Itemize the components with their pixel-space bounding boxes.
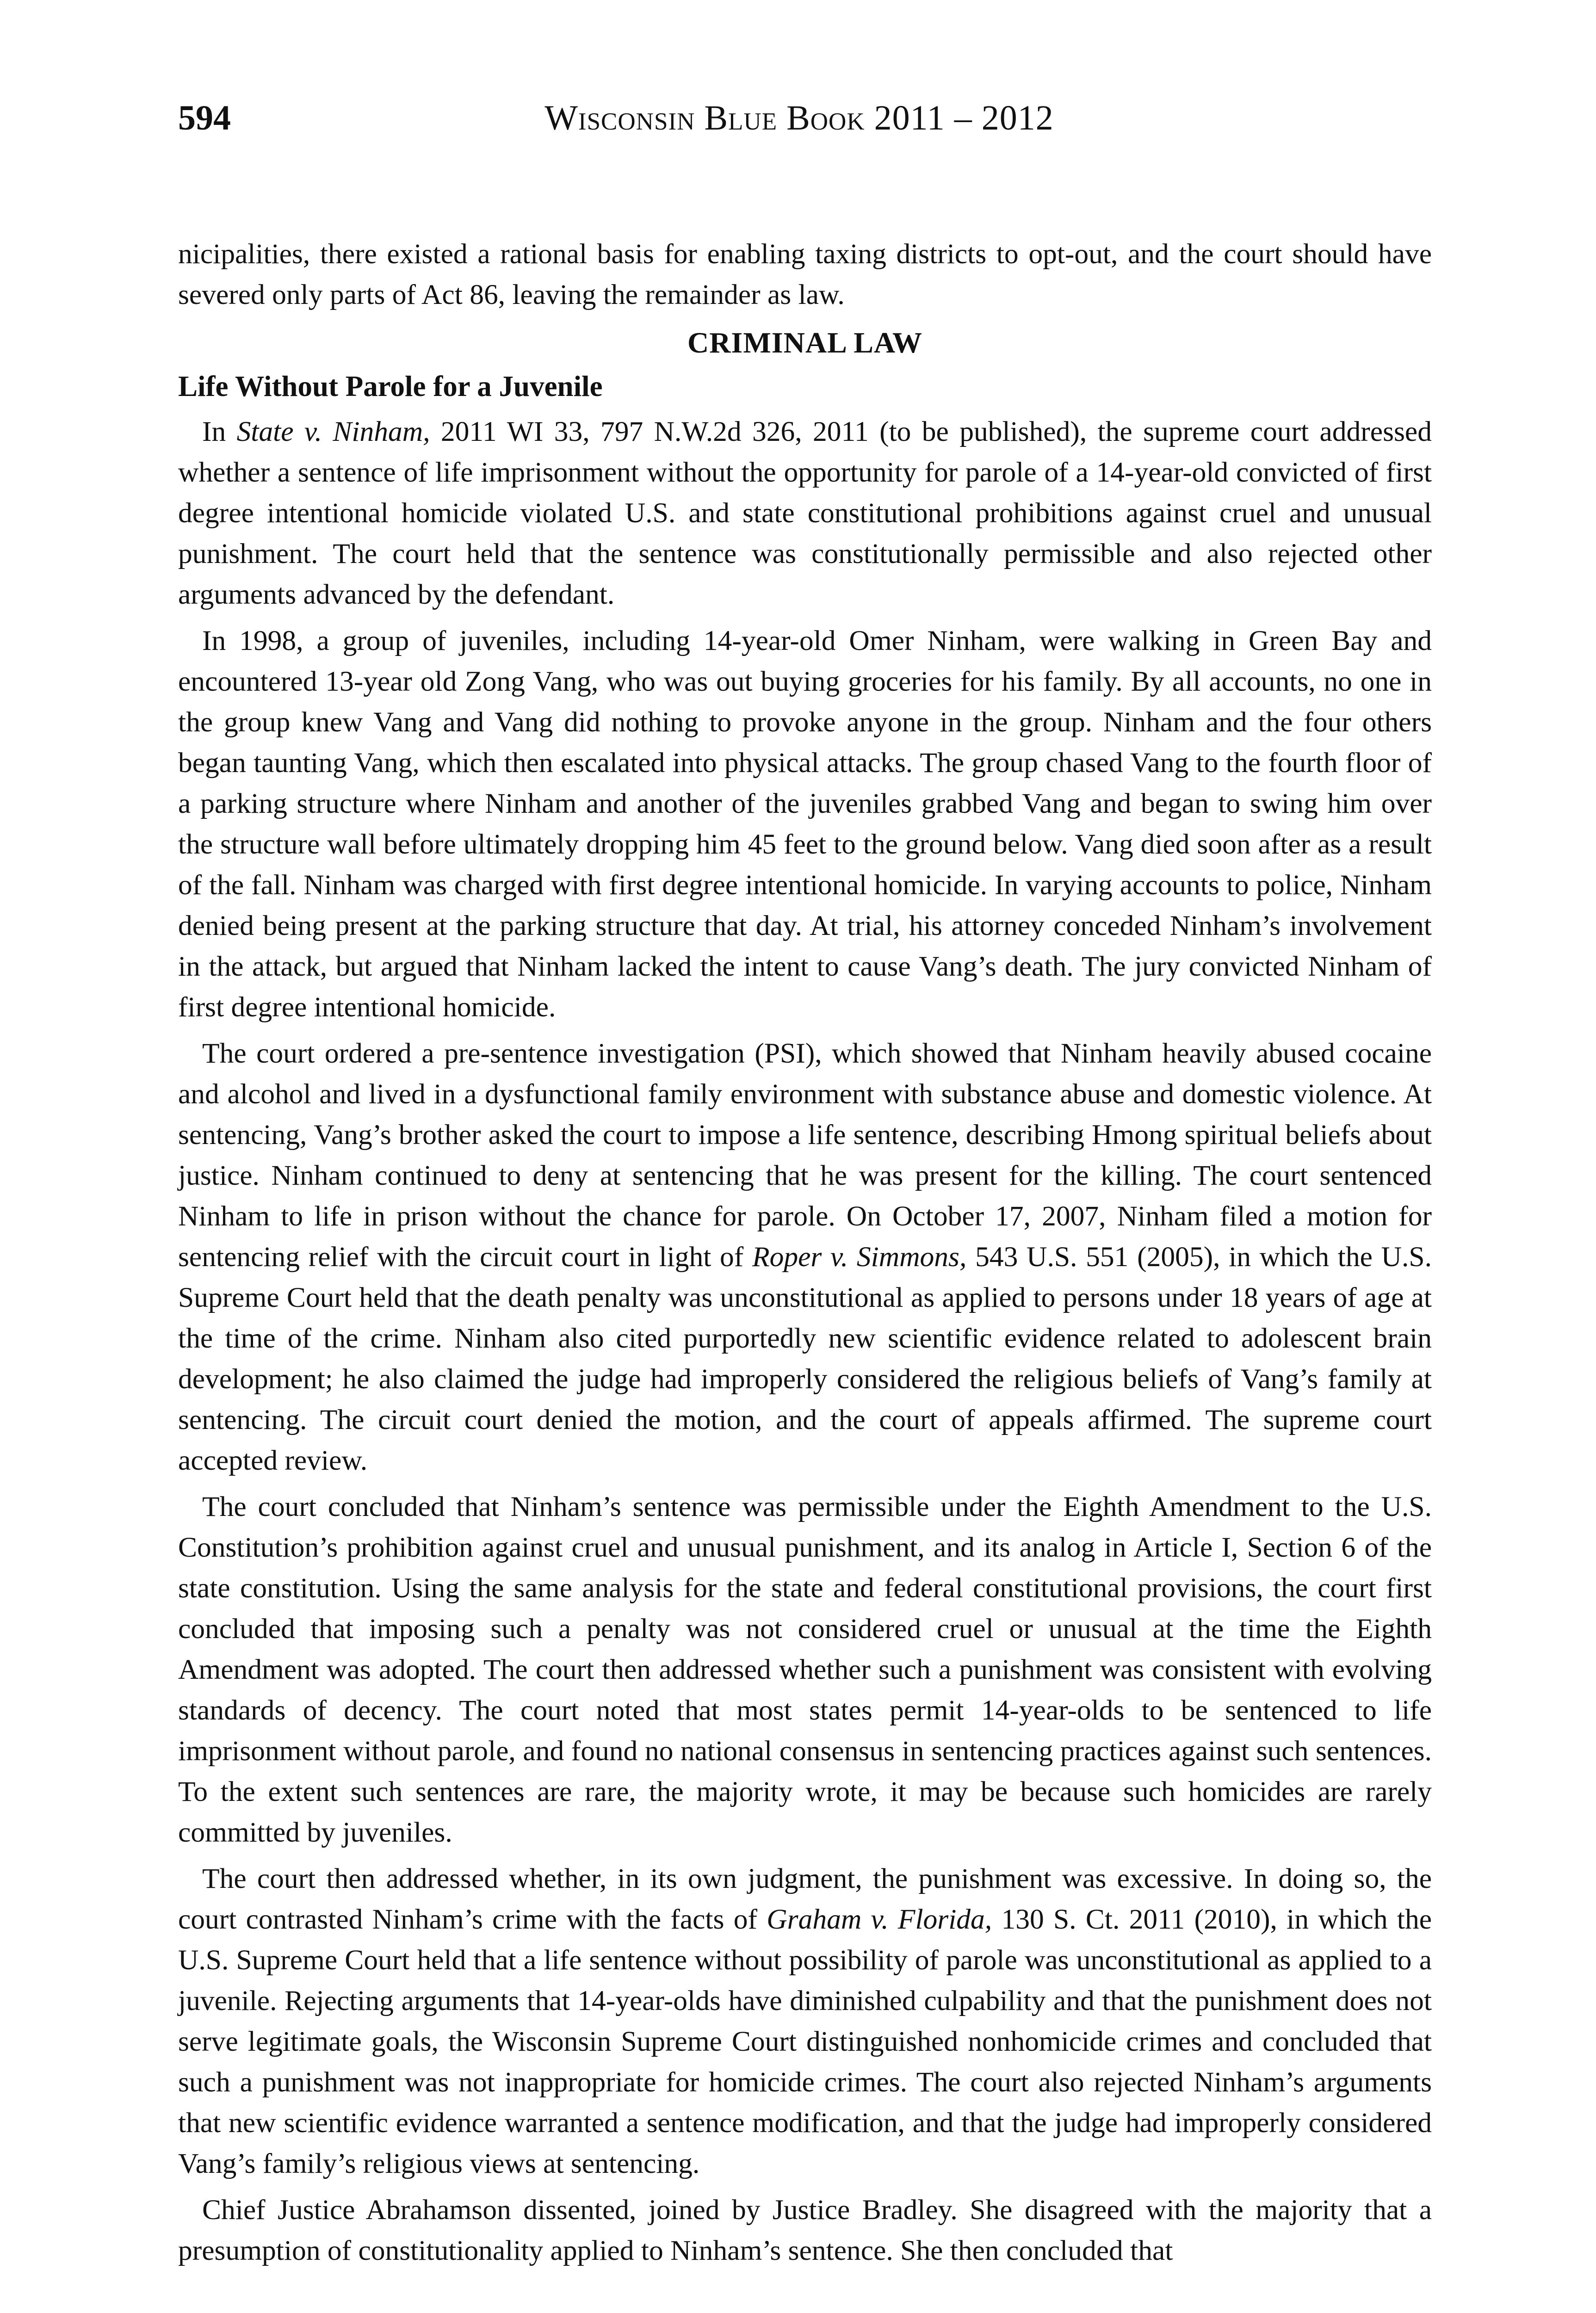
- case-name-roper-v-simmons: Roper v. Simmons,: [752, 1241, 967, 1273]
- page-header: [178, 95, 1420, 146]
- paragraph-text: The court ordered a pre-sentence investigation (PSI), which showed that Ninham heavily abused cocaine and alcohol and lived in a dysfunctional family environment with substance abuse and domestic violence. At sentencing, Vang’s brother asked the court to impose a life sentence, describing Hmong spiritual beliefs about justice. Ninham continued to deny at sentencing that he was present for the killing. The court sentenced Ninham to life in prison without the chance for parole. On October 17, 2007, Ninham filed a motion for sentencing relief with the circuit court in light of: [178, 1038, 1432, 1273]
- running-head: Wisconsin Blue Book 2011 – 2012: [544, 99, 1054, 137]
- paragraph-judgment: [178, 1858, 1432, 2184]
- paragraph-case-summary: [178, 411, 1432, 615]
- paragraph-dissent: Chief Justice Abrahamson dissented, joined by Justice Bradley. She disagreed with the majority that a presumption of constitutionality applied to Ninham’s sentence. She then concluded that: [178, 2194, 1432, 2266]
- paragraph-sentencing: [178, 1033, 1432, 1481]
- case-name-graham-v-florida: Graham v. Florida,: [767, 1904, 992, 1935]
- case-name-state-v-ninham: State v. Ninham,: [236, 416, 430, 447]
- subsection-title: Life Without Parole for a Juvenile: [178, 370, 603, 402]
- body-text: [178, 234, 1432, 2276]
- section-title: CRIMINAL LAW: [687, 326, 923, 359]
- paragraph-text: 2011 WI 33, 797 N.W.2d 326, 2011 (to be published), the supreme court addressed whether a sentence of life imprisonment without the opportunity for parole of a 14-year-old convicted of first degree intentional homicide violated U.S. and state constitutional prohibitions against cruel and unusual punishment. The court held that the sentence was constitutionally permissible and also rejected other arguments advanced by the defendant.: [178, 416, 1432, 610]
- paragraph-prefix: In: [202, 416, 237, 447]
- paragraph-eighth-amendment: The court concluded that Ninham’s sentence was permissible under the Eighth Amendment to the U.S. Constitution’s prohibition against cruel and unusual punishment, and its analog in Article I, Section 6 of the state constitution. Using the same analysis for the state and federal constitutional provisions, the court first concluded that imposing such a penalty was not considered cruel or unusual at the time the Eighth Amendment was adopted. The court then addressed whether such a punishment was consistent with evolving standards of decency. The court noted that most states permit 14-year-olds to be sentenced to life imprisonment without parole, and found no national consensus in sentencing practices against such sentences. To the extent such sentences are rare, the majority wrote, it may be because such homicides are rarely committed by juveniles.: [178, 1491, 1432, 1848]
- page-number: 594: [178, 99, 231, 137]
- paragraph-text: 543 U.S. 551 (2005), in which the U.S. Supreme Court held that the death penalty was unconstitutional as applied to persons under 18 years of age at the time of the crime. Ninham also cited purportedly new scientific evidence related to adolescent brain development; he also claimed the judge had improperly considered the religious beliefs of Vang’s family at sentencing. The circuit court denied the motion, and the court of appeals affirmed. The supreme court accepted review.: [178, 1241, 1432, 1476]
- paragraph-text: 130 S. Ct. 2011 (2010), in which the U.S. Supreme Court held that a life sentence without possibility of parole was unconstitutional as applied to a juvenile. Rejecting arguments that 14-year-olds have diminished culpability and that the punishment does not serve legitimate goals, the Wisconsin Supreme Court distinguished nonhomicide crimes and concluded that such a punishment was not inappropriate for homicide crimes. The court also rejected Ninham’s arguments that new scientific evidence warranted a sentence modification, and that the judge had improperly considered Vang’s family’s religious views at sentencing.: [178, 1904, 1432, 2179]
- paragraph-text: The court then addressed whether, in its own judgment, the punishment was excessive. In doing so, the court contrasted Ninham’s crime with the facts of: [178, 1863, 1432, 1935]
- intro-paragraph: nicipalities, there existed a rational basis for enabling taxing districts to opt-out, and the court should have severed only parts of Act 86, leaving the remainder as law.: [178, 238, 1432, 310]
- paragraph-facts: In 1998, a group of juveniles, including 14-year-old Omer Ninham, were walking in Green Bay and encountered 13-year old Zong Vang, who was out buying groceries for his family. By all accounts, no one in the group knew Vang and Vang did nothing to provoke anyone in the group. Ninham and the four others began taunting Vang, which then escalated into physical attacks. The group chased Vang to the fourth floor of a parking structure where Ninham and another of the juveniles grabbed Vang and began to swing him over the structure wall before ultimately dropping him 45 feet to the ground below. Vang died soon after as a result of the fall. Ninham was charged with first degree intentional homicide. In varying accounts to police, Ninham denied being present at the parking structure that day. At trial, his attorney conceded Ninham’s involvement in the attack, but argued that Ninham lacked the intent to cause Vang’s death. The jury convicted Ninham of first degree intentional homicide.: [178, 625, 1432, 1023]
